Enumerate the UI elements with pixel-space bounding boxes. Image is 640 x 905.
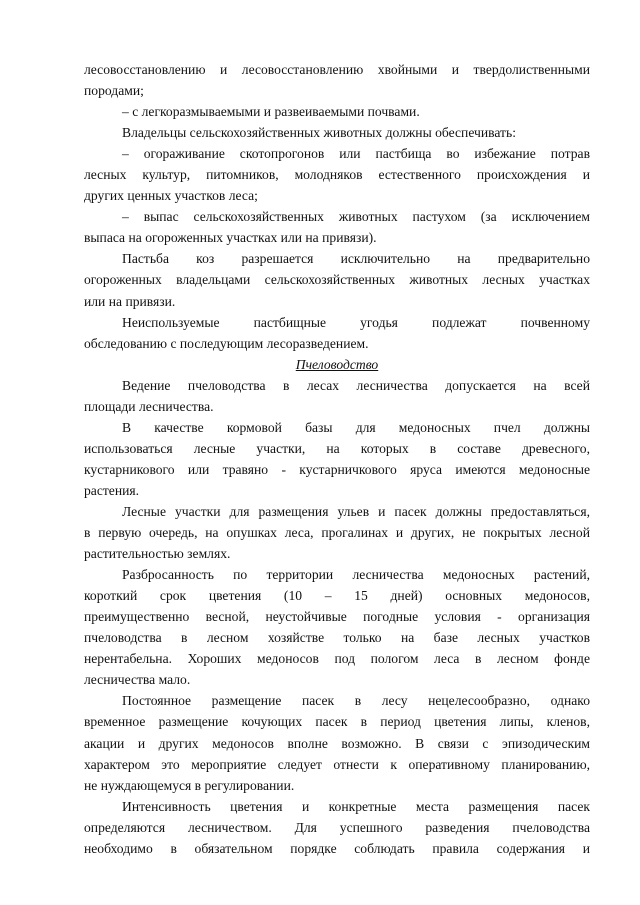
text-line: – огораживание скотопрогонов или пастбища во избежание потрав [122, 146, 590, 162]
text-line: огороженных владельцами сельскохозяйственных животных лесных участках [84, 272, 590, 288]
text-line: лесных культур, питомников, молодняков естественного происхождения и [84, 167, 590, 183]
text-line: Неиспользуемые пастбищные угодья подлежат почвенному [122, 314, 590, 330]
section-heading [84, 354, 590, 375]
text-line: других ценных участков леса; [84, 188, 258, 204]
text-line: Владельцы сельскохозяйственных животных должны обеспечивать: [122, 125, 516, 141]
text-line: пчеловодства в лесном хозяйстве только на базе лесных участков [84, 630, 590, 646]
text-line: Ведение пчеловодства в лесах лесничества допускается на всей [122, 377, 590, 393]
text-line: не нуждающемуся в регулировании. [84, 777, 295, 793]
section-heading-text: Пчеловодство [295, 356, 379, 372]
text-line: временное размещение кочующих пасек в период цветения липы, кленов, [84, 714, 590, 730]
text-line: лесничества мало. [84, 672, 191, 688]
text-line: породами; [84, 83, 144, 99]
text-line: Пастьба коз разрешается исключительно на предварительно [122, 251, 590, 267]
text-line: или на привязи. [84, 293, 176, 309]
text-line: нерентабельна. Хороших медоносов под пологом леса в лесном фонде [84, 651, 590, 667]
text-line: преимущественно весной, неустойчивые погодные условия - организация [84, 609, 590, 625]
text-line: площади лесничества. [84, 398, 214, 414]
text-line: выпаса на огороженных участках или на привязи). [84, 230, 377, 246]
text-line: В качестве кормовой базы для медоносных пчел должны [122, 419, 590, 435]
text-line: Разбросанность по территории лесничества медоносных растений, [122, 567, 590, 583]
text-line: определяются лесничеством. Для успешного разведения пчеловодства [84, 819, 590, 835]
text-line: необходимо в обязательном порядке соблюдать правила содержания и [84, 840, 590, 856]
text-line: короткий срок цветения (10 – 15 дней) основных медоносов, [84, 588, 590, 604]
text-line: растения. [84, 482, 140, 498]
text-line: растительностью землях. [84, 546, 231, 562]
text-line: в первую очередь, на опушках леса, прогалинах и других, не покрытых лесной [84, 525, 590, 541]
text-line: кустарникового или травяно - кустарничкового яруса имеются медоносные [84, 461, 590, 477]
text-line: лесовосстановлению и лесовосстановлению хвойными и твердолиственными [84, 62, 590, 77]
text-line: использоваться лесные участки, на которых в составе древесного, [84, 440, 590, 456]
text-line: Лесные участки для размещения ульев и пасек должны предоставляться, [122, 503, 590, 519]
text-line: – с легкоразмываемыми и развеиваемыми почвами. [122, 104, 420, 120]
text-line: обследованию с последующим лесоразведением. [84, 335, 369, 351]
text-line: характером это мероприятие следует отнести к оперативному планированию, [84, 756, 590, 772]
text-line: акации и других медоносов вполне возможно. В связи с эпизодическим [84, 735, 590, 751]
text-line: Интенсивность цветения и конкретные места размещения пасек [122, 798, 590, 814]
text-line: Постоянное размещение пасек в лесу нецелесообразно, однако [122, 693, 590, 709]
document-page [84, 59, 590, 859]
text-line: – выпас сельскохозяйственных животных пастухом (за исключением [122, 209, 590, 225]
